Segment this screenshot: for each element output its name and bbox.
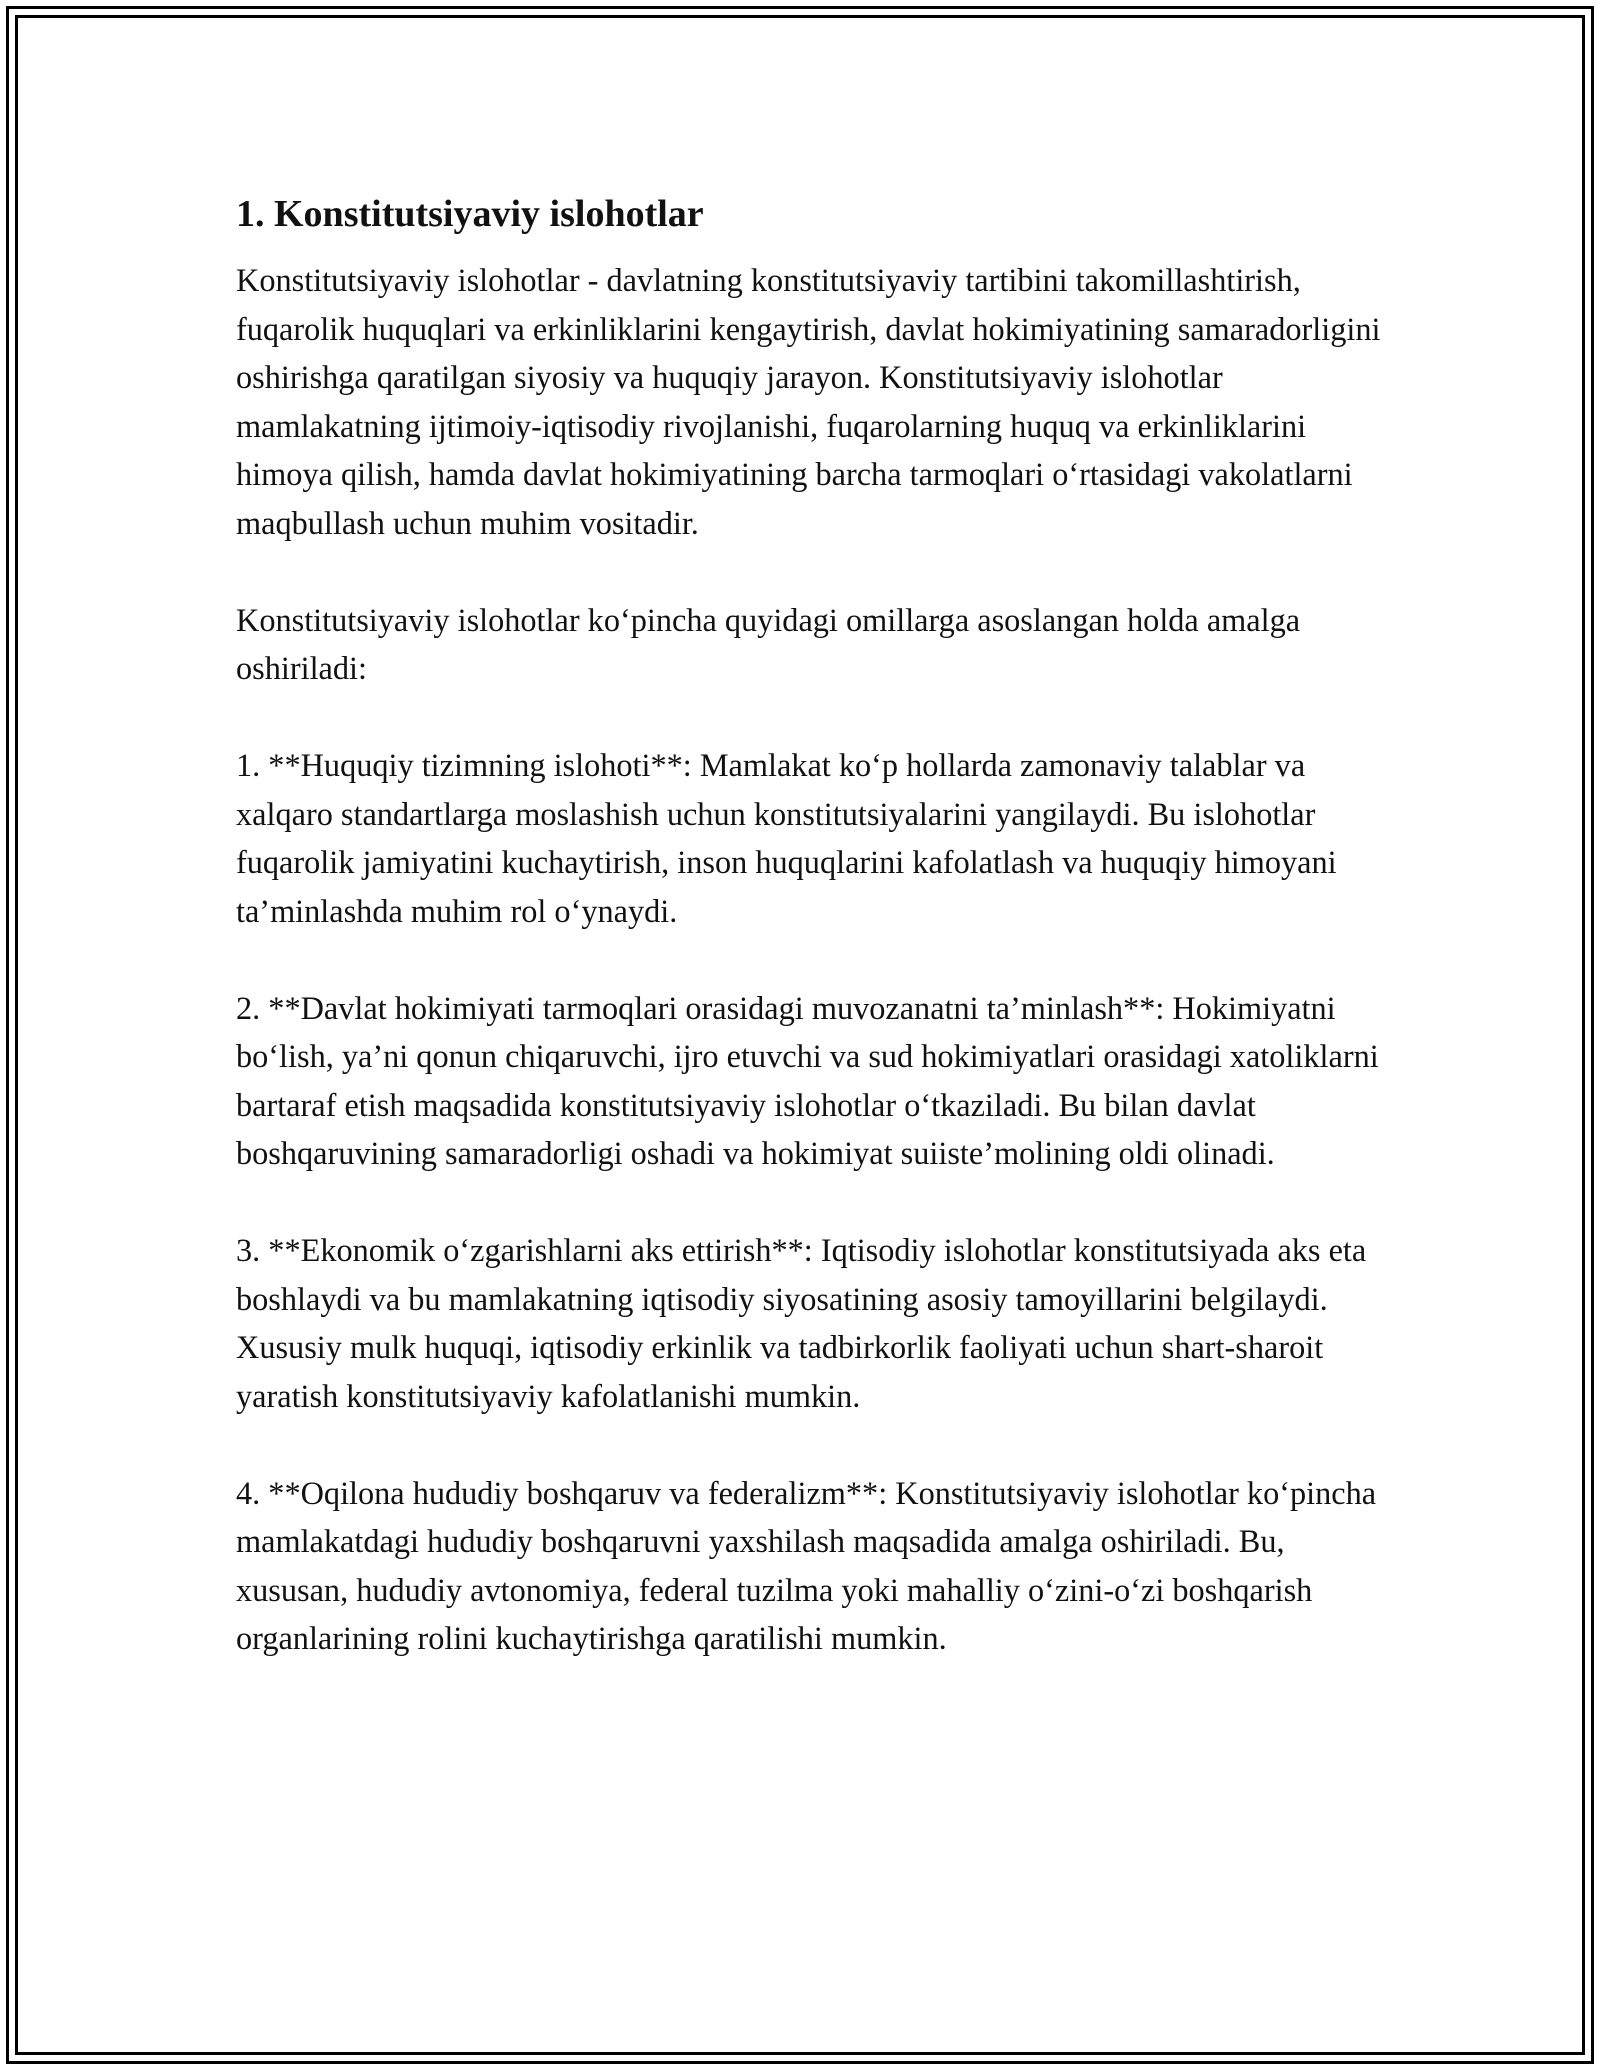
lead-in-paragraph: Konstitutsiyaviy islohotlar koʻpincha quyidagi omillarga asoslangan holda amalga oshiriladi: [236,601,1301,686]
list-item-1: 1. **Huquqiy tizimning islohoti**: Mamlakat koʻp hollarda zamonaviy talablar va xalqaro standartlarga moslashish uchun konstitutsiyalarini yangilaydi. Bu islohotlar fuqarolik jamiyatini kuchaytirish, inson huquqlarini kafolatlash va huquqiy himoyani ta’minlashda muhim rol oʻynaydi. [236,747,1337,929]
list-item-3: 3. **Ekonomik oʻzgarishlarni aks ettirish**: Iqtisodiy islohotlar konstitutsiyada aks eta boshlaydi va bu mamlakatning iqtisodiy siyosatining asosiy tamoyillarini belgilaydi. Xususiy mulk huquqi, iqtisodiy erkinlik va tadbirkorlik faoliyati uchun shart-sharoit yaratish konstitutsiyaviy kafolatlanishi mumkin. [236,1232,1367,1414]
list-item-4: 4. **Oqilona hududiy boshqaruv va federalizm**: Konstitutsiyaviy islohotlar koʻpincha mamlakatdagi hududiy boshqaruvni yaxshilash maqsadida amalga oshiriladi. Bu, xususan, hududiy avtonomiya, federal tuzilma yoki mahalliy oʻzini-oʻzi boshqarish organlarining rolini kuchaytirishga qaratilishi mumkin. [236,1474,1377,1656]
section-heading: 1. Konstitutsiyaviy islohotlar [236,193,704,235]
list-item-2: 2. **Davlat hokimiyati tarmoqlari orasidagi muvozanatni ta’minlash**: Hokimiyatni boʻlish, ya’ni qonun chiqaruvchi, ijro etuvchi va sud hokimiyatlari orasidagi xatoliklarni bartaraf etish maqsadida konstitutsiyaviy islohotlar oʻtkaziladi. Bu bilan davlat boshqaruvining samaradorligi oshadi va hokimiyat suiiste’molining oldi olinadi. [236,989,1379,1171]
document-page [236,184,1386,1711]
intro-paragraph: Konstitutsiyaviy islohotlar - davlatning konstitutsiyaviy tartibini takomillashtirish, fuqarolik huquqlari va erkinliklarini kengaytirish, davlat hokimiyatining samaradorligini oshirishga qaratilgan siyosiy va huquqiy jarayon. Konstitutsiyaviy islohotlar mamlakatning ijtimoiy-iqtisodiy rivojlanishi, fuqarolarning huquq va erkinliklarini himoya qilish, hamda davlat hokimiyatining barcha tarmoqlari oʻrtasidagi vakolatlarni maqbullash uchun muhim vositadir. [236,262,1381,541]
